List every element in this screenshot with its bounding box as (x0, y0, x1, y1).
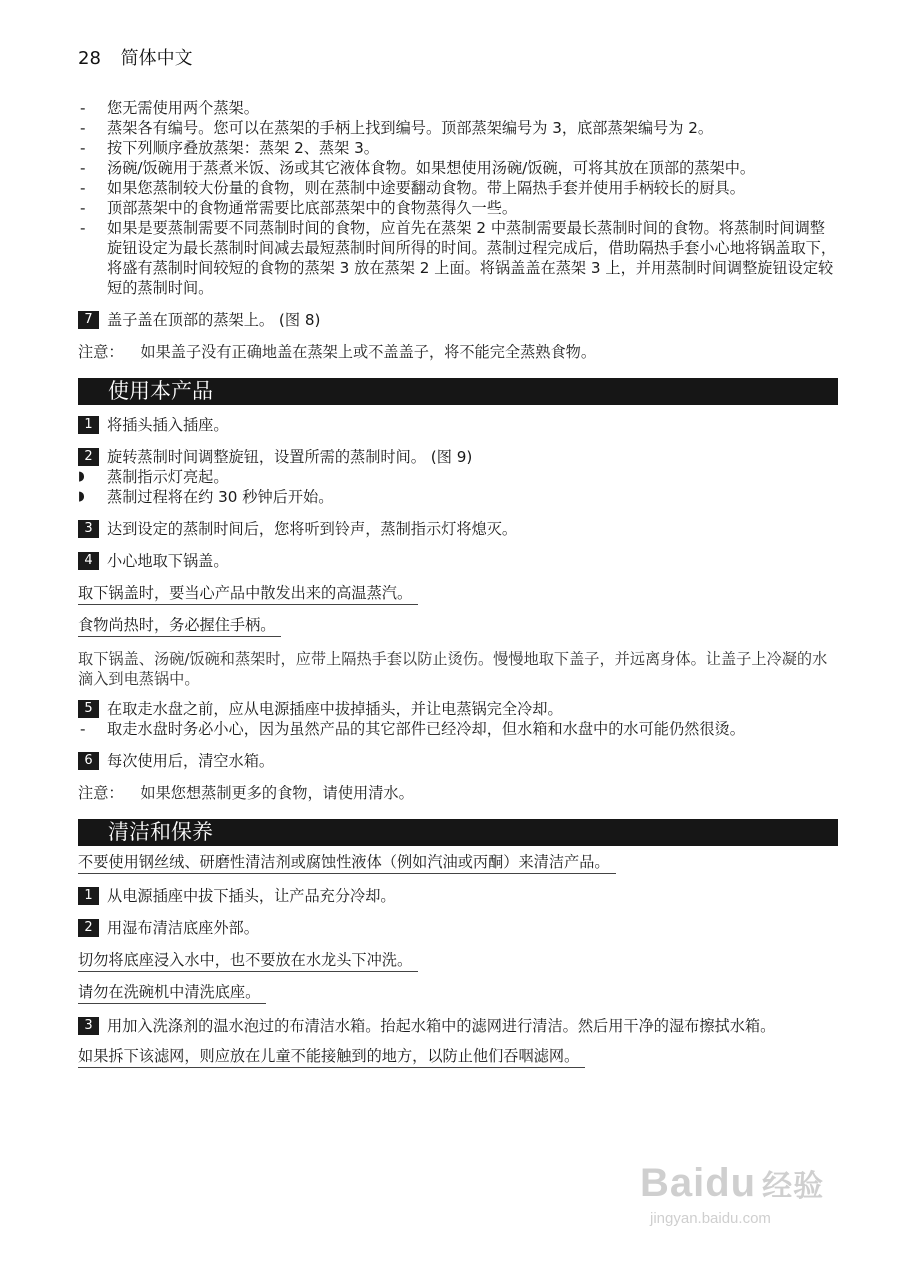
step-text: 用加入洗涤剂的温水泡过的布清洁水箱。抬起水箱中的滤网进行清洁。然后用干净的湿布擦拭水箱。 (107, 1017, 776, 1035)
step-number-badge: 3 (78, 520, 99, 538)
page-language: 简体中文 (120, 48, 193, 69)
step-number-badge: 2 (78, 448, 99, 466)
step-7 (78, 310, 838, 330)
warning-text: 如果拆下该滤网，则应放在儿童不能接触到的地方，以防止他们吞咽滤网。 (78, 1046, 585, 1068)
clean-step-3 (78, 1016, 838, 1036)
step-text: 旋转蒸制时间调整旋钮，设置所需的蒸制时间。 (图 9) (107, 448, 473, 466)
intro-bullet-list (78, 98, 838, 298)
step-text: 盖子盖在顶部的蒸架上。 (图 8) (107, 311, 321, 329)
step-text: 从电源插座中拔下插头，让产品充分冷却。 (107, 887, 396, 905)
note (78, 783, 838, 803)
step-number-badge: 6 (78, 752, 99, 770)
baidu-watermark (640, 1160, 824, 1228)
list-item: - 您无需使用两个蒸架。 (78, 98, 838, 118)
use-step-3 (78, 519, 838, 539)
clean-step-1 (78, 886, 838, 906)
watermark-url: jingyan.baidu.com (650, 1210, 771, 1227)
use-step-4 (78, 551, 838, 571)
use-step-2 (78, 447, 838, 467)
use-step-6 (78, 751, 838, 771)
section-heading-clean: 清洁和保养 (78, 819, 838, 846)
step-number-badge: 3 (78, 1017, 99, 1035)
list-item: - 如果您蒸制较大份量的食物，则在蒸制中途要翻动食物。带上隔热手套并使用手柄较长的厨具。 (78, 178, 838, 198)
result-item: ◗ 蒸制过程将在约 30 秒钟后开始。 (78, 487, 838, 507)
note-label: 注意： (78, 784, 124, 802)
step-text: 在取走水盘之前，应从电源插座中拔掉插头，并让电蒸锅完全冷却。 (107, 700, 563, 718)
section-heading-use: 使用本产品 (78, 378, 838, 405)
list-item: - 取走水盘时务必小心，因为虽然产品的其它部件已经冷却，但水箱和水盘中的水可能仍然很烫。 (78, 719, 838, 739)
list-item: - 汤碗/饭碗用于蒸煮米饭、汤或其它液体食物。如果想使用汤碗/饭碗，可将其放在顶部的蒸架中。 (78, 158, 838, 178)
step-text: 每次使用后，清空水箱。 (107, 752, 275, 770)
list-item: - 如果是要蒸制需要不同蒸制时间的食物，应首先在蒸架 2 中蒸制需要最长蒸制时间的食物。将蒸制时间调整旋钮设定为最长蒸制时间减去最短蒸制时间所得的时间。蒸制过程完成后，借助隔热手套小心地将锅盖取下，将盛有蒸制时间较短的食物的蒸架 3 放在蒸架 2 上面。将锅盖盖在蒸架 3 上，并用蒸制时间调整旋钮设定较短的蒸制时间。 (78, 218, 838, 298)
step-text: 小心地取下锅盖。 (107, 552, 229, 570)
warning-text: 食物尚热时，务必握住手柄。 (78, 615, 281, 637)
step-number-badge: 1 (78, 416, 99, 434)
step-number-badge: 4 (78, 552, 99, 570)
list-item: - 按下列顺序叠放蒸架：蒸架 2、蒸架 3。 (78, 138, 838, 158)
step-number-badge: 2 (78, 919, 99, 937)
warning-text: 取下锅盖时，要当心产品中散发出来的高温蒸汽。 (78, 583, 418, 605)
step-number-badge: 5 (78, 700, 99, 718)
step-number-badge: 1 (78, 887, 99, 905)
caution-text: 取下锅盖、汤碗/饭碗和蒸架时，应带上隔热手套以防止烫伤。慢慢地取下盖子，并远离身体。让盖子上冷凝的水滴入到电蒸锅中。 (78, 650, 828, 688)
result-item: ◗ 蒸制指示灯亮起。 (78, 467, 838, 487)
warning-text: 不要使用钢丝绒、研磨性清洁剂或腐蚀性液体（例如汽油或丙酮）来清洁产品。 (78, 852, 616, 874)
note (78, 342, 838, 362)
step-number-badge: 7 (78, 311, 99, 329)
note-label: 注意： (78, 343, 124, 361)
clean-step-2 (78, 918, 838, 938)
document-body (78, 98, 838, 1068)
list-item: - 顶部蒸架中的食物通常需要比底部蒸架中的食物蒸得久一些。 (78, 198, 838, 218)
use-step-5 (78, 699, 838, 719)
note-text: 如果您想蒸制更多的食物，请使用清水。 (140, 784, 414, 802)
use-step-1 (78, 415, 838, 435)
step-text: 用湿布清洁底座外部。 (107, 919, 259, 937)
step-text: 将插头插入插座。 (107, 416, 229, 434)
warning-text: 切勿将底座浸入水中，也不要放在水龙头下冲洗。 (78, 950, 418, 972)
watermark-brand: Baidu (640, 1161, 757, 1205)
list-item: - 蒸架各有编号。您可以在蒸架的手柄上找到编号。顶部蒸架编号为 3，底部蒸架编号为 2。 (78, 118, 838, 138)
watermark-brand-cn: 经验 (762, 1170, 825, 1203)
page-number: 28 (78, 48, 101, 69)
warning-text: 请勿在洗碗机中清洗底座。 (78, 982, 266, 1004)
note-text: 如果盖子没有正确地盖在蒸架上或不盖盖子，将不能完全蒸熟食物。 (140, 343, 597, 361)
step-text: 达到设定的蒸制时间后，您将听到铃声，蒸制指示灯将熄灭。 (107, 520, 518, 538)
page-header (78, 44, 193, 70)
